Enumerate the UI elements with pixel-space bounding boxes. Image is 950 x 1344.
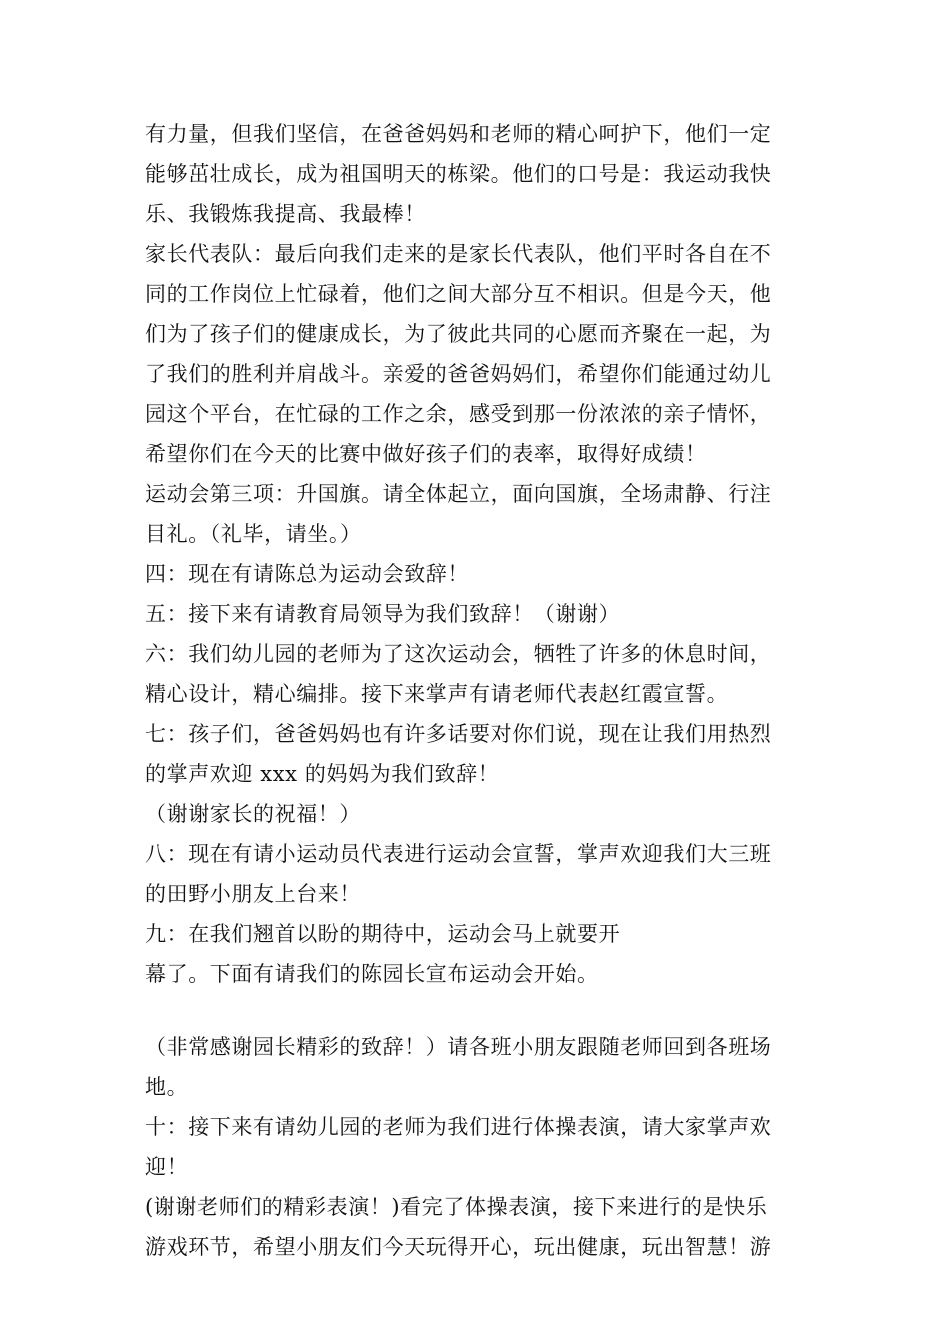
text-line: 运动会第三项：升国旗。请全体起立，面向国旗，全场肃静、行注 [145, 482, 772, 506]
text-line: 们为了孩子们的健康成长，为了彼此共同的心愿而齐聚在一起，为 [145, 322, 772, 346]
text-line: 目礼。（礼毕，请坐。） [145, 522, 362, 546]
text-line: 希望你们在今天的比赛中做好孩子们的表率，取得好成绩！ [145, 442, 707, 466]
text-line: 有力量，但我们坚信，在爸爸妈妈和老师的精心呵护下，他们一定 [145, 122, 772, 146]
text-line: 四：现在有请陈总为运动会致辞！ [145, 562, 469, 586]
text-line: 的田野小朋友上台来！ [145, 882, 361, 906]
text-line: 幕了。下面有请我们的陈园长宣布运动会开始。 [145, 962, 599, 986]
text-line: 的掌声欢迎 xxx 的妈妈为我们致辞！ [145, 762, 500, 786]
text-line: 乐、我锻炼我提高、我最棒！ [145, 202, 426, 226]
text-line: 了我们的胜利并肩战斗。亲爱的爸爸妈妈们，希望你们能通过幼儿 [145, 362, 772, 386]
text-line: 迎！ [145, 1155, 189, 1179]
text-line: 九：在我们翘首以盼的期待中，运动会马上就要开 [145, 922, 621, 946]
text-line: （谢谢家长的祝福！） [145, 802, 361, 826]
text-line: 能够茁壮成长，成为祖国明天的栋梁。他们的口号是：我运动我快 [145, 162, 772, 186]
text-line: 游戏环节，希望小朋友们今天玩得开心，玩出健康，玩出智慧！游 [145, 1235, 772, 1259]
text-line: (谢谢老师们的精彩表演！)看完了体操表演，接下来进行的是快乐 [145, 1195, 768, 1219]
text-line: 家长代表队：最后向我们走来的是家长代表队，他们平时各自在不 [145, 242, 772, 266]
text-line: 八：现在有请小运动员代表进行运动会宣誓，掌声欢迎我们大三班 [145, 842, 772, 866]
text-line: 同的工作岗位上忙碌着，他们之间大部分互不相识。但是今天，他 [145, 282, 772, 306]
text-line: 六：我们幼儿园的老师为了这次运动会，牺牲了许多的休息时间， [145, 642, 772, 666]
text-line: 地。 [145, 1075, 189, 1099]
text-line: 园这个平台，在忙碌的工作之余，感受到那一份浓浓的亲子情怀， [145, 402, 772, 426]
text-line: 精心设计，精心编排。接下来掌声有请老师代表赵红霞宣誓。 [145, 682, 729, 706]
text-line: 十：接下来有请幼儿园的老师为我们进行体操表演，请大家掌声欢 [145, 1115, 772, 1139]
text-line: （非常感谢园长精彩的致辞！）请各班小朋友跟随老师回到各班场 [145, 1035, 772, 1059]
text-line: 七：孩子们，爸爸妈妈也有许多话要对你们说，现在让我们用热烈 [145, 722, 772, 746]
text-line: 五：接下来有请教育局领导为我们致辞！（谢谢） [145, 602, 621, 626]
